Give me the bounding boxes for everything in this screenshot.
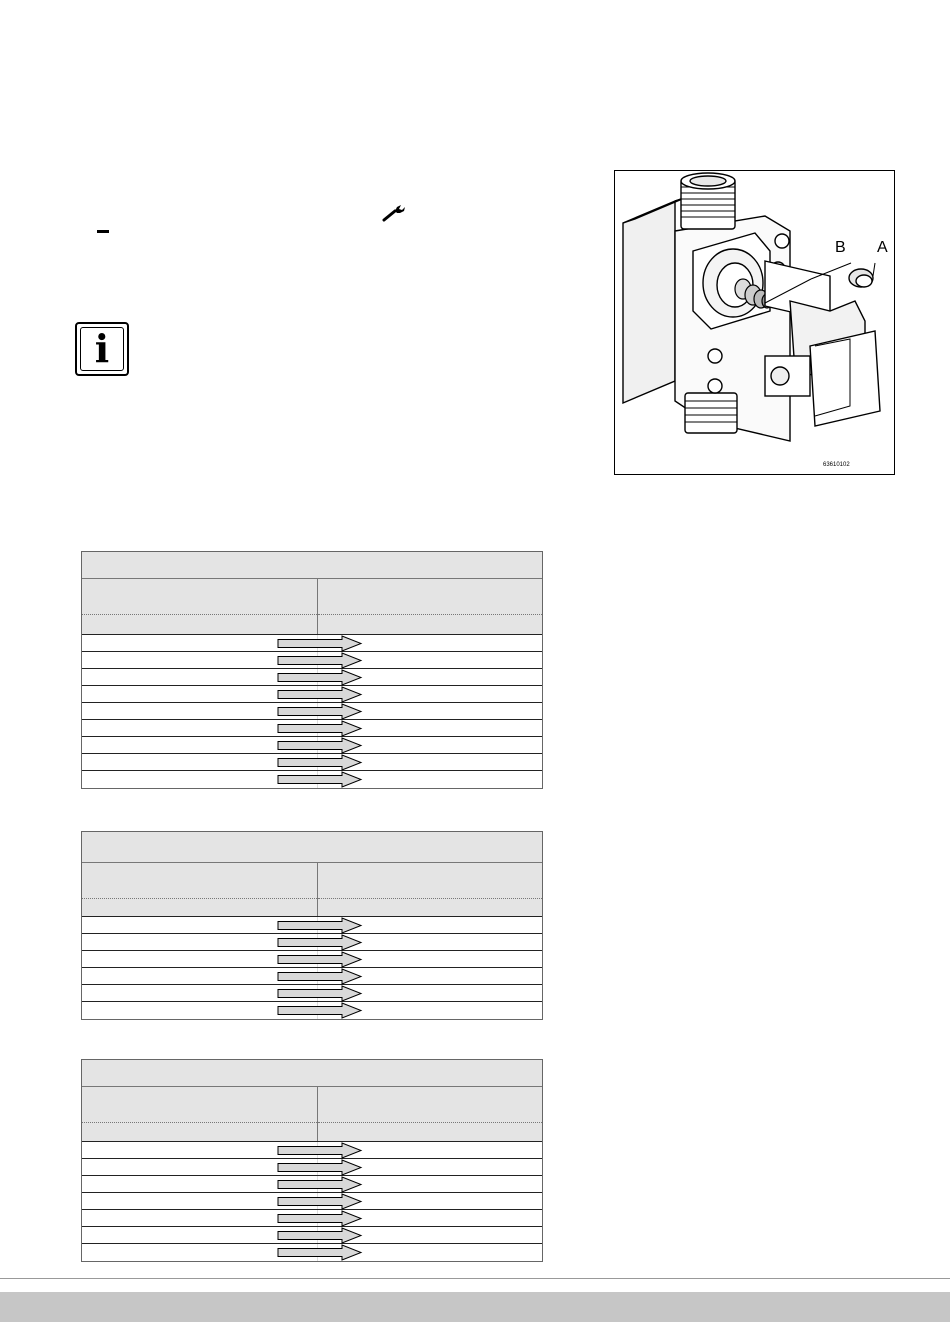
table-column-header [82,1087,542,1142]
footer-bar [0,1292,950,1322]
conversion-table-2 [81,831,543,1020]
arrow-icon [277,754,363,771]
arrow-icon [277,1159,363,1176]
table-row [82,1210,542,1227]
arrow-icon [277,951,363,968]
table-row [82,720,542,737]
arrow-icon [277,985,363,1002]
table-row [82,1142,542,1159]
table-row [82,951,542,968]
table-row [82,917,542,934]
table-title-row [82,1060,542,1087]
arrow-icon [277,968,363,985]
figure-label-a: A [877,239,888,256]
table-row [82,754,542,771]
table-row [82,1244,542,1261]
conversion-table-1 [81,551,543,789]
dash-mark [97,230,109,233]
table-row [82,1193,542,1210]
figure-code: 63610102 [823,462,850,468]
table-body [82,917,542,1019]
arrow-icon [277,934,363,951]
arrow-icon [277,669,363,686]
arrow-icon [277,1244,363,1261]
table-row [82,1159,542,1176]
arrow-icon [277,1002,363,1019]
wrench-icon [382,204,408,222]
table-title-row [82,552,542,579]
table-row [82,985,542,1002]
gas-valve-drawing [615,171,896,476]
table-row [82,737,542,754]
gas-valve-figure [614,170,895,475]
arrow-icon [277,703,363,720]
arrow-icon [277,917,363,934]
table-row [82,1176,542,1193]
table-body [82,635,542,788]
arrow-icon [277,1227,363,1244]
table-body [82,1142,542,1261]
table-column-header [82,863,542,917]
table-row [82,635,542,652]
arrow-icon [277,1142,363,1159]
arrow-icon [277,686,363,703]
table-row [82,1227,542,1244]
table-row [82,686,542,703]
table-title-row [82,832,542,863]
table-row [82,1002,542,1019]
conversion-table-3 [81,1059,543,1262]
table-row [82,703,542,720]
table-row [82,771,542,788]
table-column-header [82,579,542,635]
table-row [82,669,542,686]
figure-label-b: B [835,239,846,256]
footer-rule [0,1278,950,1279]
arrow-icon [277,1210,363,1227]
table-row [82,968,542,985]
info-icon-glyph: i [94,326,110,371]
table-row [82,934,542,951]
arrow-icon [277,737,363,754]
info-icon [75,322,129,376]
arrow-icon [277,635,363,652]
arrow-icon [277,1193,363,1210]
arrow-icon [277,771,363,788]
arrow-icon [277,720,363,737]
arrow-icon [277,652,363,669]
table-row [82,652,542,669]
arrow-icon [277,1176,363,1193]
